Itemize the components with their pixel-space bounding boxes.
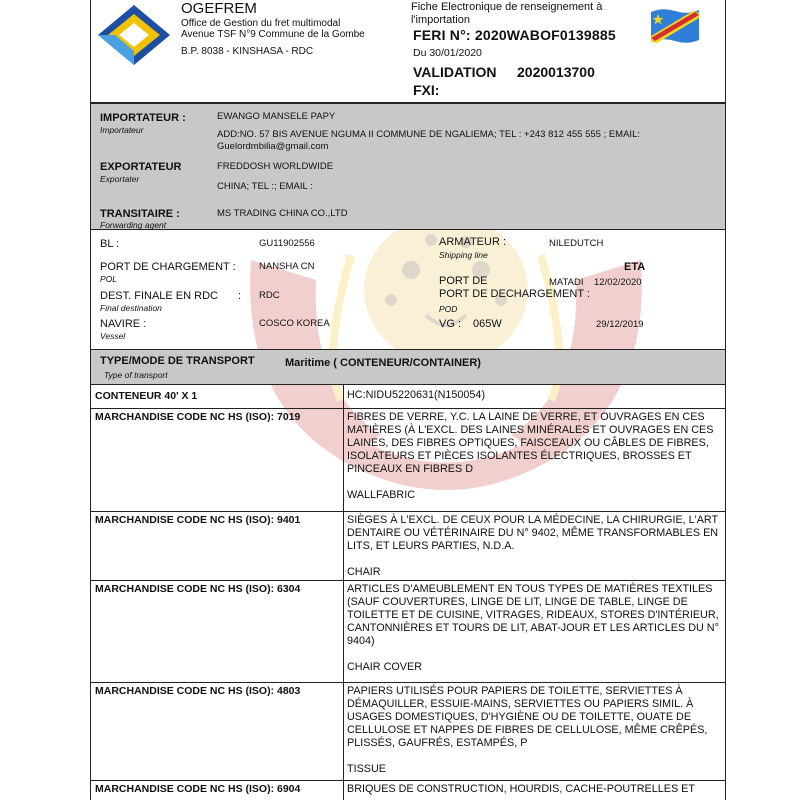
goods-description <box>347 685 723 776</box>
importateur-name: EWANGO MANSELE PAPY <box>217 111 336 122</box>
goods-item-name: WALLFABRIC <box>347 489 415 501</box>
exportateur-address: CHINA; TEL :; EMAIL : <box>217 181 313 192</box>
column-divider <box>343 581 344 682</box>
bl-value: GU11902556 <box>259 238 315 249</box>
navire-sublabel: Vessel <box>100 331 126 341</box>
armateur-label: ARMATEUR : <box>439 236 507 248</box>
feri-value: 2020WABOF0139885 <box>474 27 616 43</box>
pol-label: PORT DE CHARGEMENT : <box>100 261 236 273</box>
dest-label: DEST. FINALE EN RDC <box>100 290 218 302</box>
pol-sublabel: POL <box>100 274 118 284</box>
document-header <box>91 0 726 102</box>
fiche-title: Fiche Electronique de renseignement à l'importation <box>411 1 603 26</box>
shipment-section <box>91 231 726 349</box>
exportateur-label: EXPORTATEUR <box>100 161 182 173</box>
pol-value: NANSHA CN <box>259 261 315 272</box>
armateur-sublabel: Shipping line <box>439 250 488 260</box>
vg-value: 065W <box>473 318 502 330</box>
goods-description <box>347 411 723 502</box>
transport-mode-section <box>91 349 726 385</box>
document-page <box>90 0 726 800</box>
fxi-label: FXI: <box>413 82 440 98</box>
container-row <box>91 385 726 409</box>
goods-description <box>347 583 723 674</box>
org-line-1: Office de Gestion du fret multimodal <box>181 18 341 29</box>
column-divider <box>343 683 344 780</box>
eta-value: 12/02/2020 <box>594 277 642 288</box>
dest-value: RDC <box>259 290 280 301</box>
column-divider <box>343 409 344 511</box>
container-value: HC:NIDU5220631(N150054) <box>347 389 486 401</box>
importateur-sublabel: Importateur <box>100 125 144 135</box>
container-label: CONTENEUR 40' X 1 <box>95 390 198 402</box>
vessel-date: 29/12/2019 <box>596 319 644 330</box>
goods-description-text: FIBRES DE VERRE, Y.C. LA LAINE DE VERRE, ET OUVRAGES EN CES MATIÈRES (À L'EXCL. DES LAINES MINÉRALES ET OUVRAGES EN CES LAINES, DES FIBRES OPTIQUES, FAISCEAUX OU CÂBLES DE FIBRES, ISOLATEURS ET PIÈCES ISOLANTES ÉLECTRIQUES, BROSSES ET PINCEAUX EN FIBRES D <box>347 411 714 475</box>
transport-sublabel: Type of transport <box>104 370 168 380</box>
table-row <box>91 581 726 683</box>
exportateur-name: FREDDOSH WORLDWIDE <box>217 161 334 172</box>
dest-colon: : <box>238 290 242 302</box>
table-row <box>91 512 726 581</box>
org-line-3: B.P. 8038 - KINSHASA - RDC <box>181 46 314 57</box>
goods-code-label: MARCHANDISE CODE NC HS (ISO): 9401 <box>95 514 301 526</box>
goods-code-label: MARCHANDISE CODE NC HS (ISO): 6904 <box>95 783 301 795</box>
pod-label-line1: PORT DE <box>439 275 488 287</box>
goods-description-text: ARTICLES D'AMEUBLEMENT EN TOUS TYPES DE MATIÈRES TEXTILES (SAUF COUVERTURES, LINGE DE LIT, LINGE DE TABLE, LINGE DE TOILETTE ET DE CUISINE, VITRAGES, RIDEAUX, STORES D'INTÉRIEUR, CANTONNIÈRES ET TOURS DE LIT, ABAT-JOUR ET LES ARTICLES DU N° 9404) <box>347 583 719 647</box>
transitaire-sublabel: Forwarding agent <box>100 220 167 230</box>
dest-sublabel: Final destination <box>100 303 162 313</box>
importateur-label: IMPORTATEUR : <box>100 112 186 124</box>
goods-description-text: PAPIERS UTILISÉS POUR PAPIERS DE TOILETTE, SERVIETTES À DÉMAQUILLER, ESSUIE-MAINS, SERVIETTES OU PAPIERS SIMIL. À USAGES DOMESTIQUES, D'HYGIÈNE OU DE TOILETTE, OUATE DE CELLULOSE ET NAPPES DE FIBRES DE CELLULOSE, MÊME CRÊPÉS, PLISSÉS, GAUFRÉS, ESTAMPÉS, P <box>347 685 708 749</box>
table-row <box>91 683 726 781</box>
goods-description-text: BRIQUES DE CONSTRUCTION, HOURDIS, CACHE-POUTRELLES ET <box>347 783 695 795</box>
navire-label: NAVIRE : <box>100 318 147 330</box>
pod-value: MATADI <box>549 277 584 288</box>
transitaire-label: TRANSITAIRE : <box>100 208 180 220</box>
drc-flag-icon <box>649 6 701 46</box>
goods-code-label: MARCHANDISE CODE NC HS (ISO): 4803 <box>95 685 301 697</box>
navire-value: COSCO KOREA <box>259 318 330 329</box>
transport-label: TYPE/MODE DE TRANSPORT <box>100 355 255 367</box>
eta-label: ETA <box>624 261 646 273</box>
org-name: OGEFREM <box>181 0 257 17</box>
vg-label: VG : <box>439 318 462 330</box>
feri-date: Du 30/01/2020 <box>413 47 482 59</box>
goods-item-name: TISSUE <box>347 763 386 775</box>
goods-description <box>347 783 723 796</box>
feri-label: FERI N°: <box>413 27 471 43</box>
goods-item-name: CHAIR <box>347 566 381 578</box>
column-divider <box>343 512 344 580</box>
table-row <box>91 781 726 800</box>
pod-label: PORT DE DECHARGEMENT : <box>439 288 590 300</box>
goods-description <box>347 514 723 579</box>
goods-code-label: MARCHANDISE CODE NC HS (ISO): 6304 <box>95 583 301 595</box>
armateur-value: NILEDUTCH <box>549 238 604 249</box>
bl-label: BL : <box>100 238 120 250</box>
validation-number: 2020013700 <box>517 64 595 80</box>
transport-value: Maritime ( CONTENEUR/CONTAINER) <box>285 357 481 369</box>
importateur-address: ADD:NO. 57 BIS AVENUE NGUMA II COMMUNE DE NGALIEMA; TEL : +243 812 455 555 ; EMAIL: Guelordmbilia@gmail.com <box>217 129 640 152</box>
ogefrem-logo-icon <box>95 2 173 68</box>
table-row <box>91 409 726 512</box>
column-divider <box>343 781 344 800</box>
column-divider <box>343 385 344 408</box>
validation-label: VALIDATION <box>413 64 497 80</box>
org-line-2: Avenue TSF N°9 Commune de la Gombe <box>181 29 365 40</box>
goods-item-name: CHAIR COVER <box>347 661 422 673</box>
feri-number <box>413 27 616 43</box>
transitaire-name: MS TRADING CHINA CO.,LTD <box>217 208 348 219</box>
goods-description-text: SIÈGES À L'EXCL. DE CEUX POUR LA MÉDECINE, LA CHIRURGIE, L'ART DENTAIRE OU VÉTÉRINAIRE DU N° 9402, MÊME TRANSFORMABLES EN LITS, ET LEURS PARTIES, N.D.A. <box>347 514 719 552</box>
pod-sublabel: POD <box>439 304 458 314</box>
exportateur-sublabel: Exportater <box>100 174 140 184</box>
goods-code-label: MARCHANDISE CODE NC HS (ISO): 7019 <box>95 411 301 423</box>
parties-section <box>91 102 726 230</box>
